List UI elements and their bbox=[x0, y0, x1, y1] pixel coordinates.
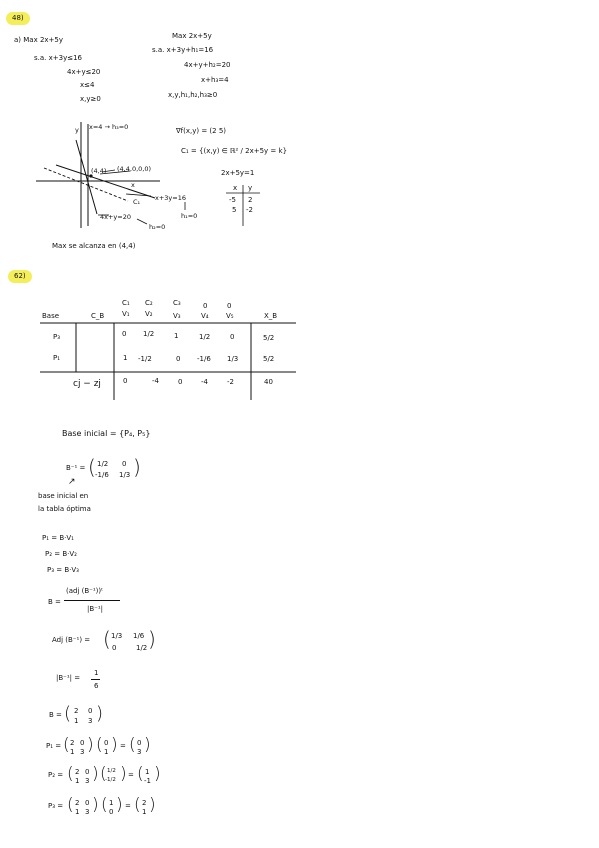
p3-b-paren-r: ) bbox=[92, 795, 99, 815]
graph-label-c1: C₁ bbox=[133, 198, 141, 206]
graph-label-line1: x+3y=16 bbox=[155, 194, 186, 202]
p3-b11: 2 bbox=[75, 799, 80, 807]
p2-r-paren-l: ( bbox=[137, 764, 144, 784]
p1-b-paren-r: ) bbox=[87, 735, 94, 755]
r1-v5: 0 bbox=[230, 333, 235, 341]
b-formula-num: (adj (B⁻¹))ᵗ bbox=[66, 587, 104, 595]
cj-5: 0 bbox=[227, 302, 232, 310]
gradient: ∇f(x,y) = (2 5) bbox=[176, 127, 227, 135]
cz-v1: 0 bbox=[123, 377, 128, 385]
th-xb: X_B bbox=[264, 312, 278, 320]
b-formula-bar bbox=[64, 600, 120, 601]
r1-base: P₃ bbox=[53, 333, 61, 341]
xy-header-y: y bbox=[248, 184, 253, 192]
p1-b11: 2 bbox=[70, 739, 75, 747]
r2-v3: 0 bbox=[176, 355, 181, 363]
tag-48: 48) bbox=[6, 12, 30, 25]
cj-2: C₂ bbox=[145, 299, 153, 307]
p3-v-paren-l: ( bbox=[101, 795, 108, 815]
cz-v5: -2 bbox=[227, 378, 234, 386]
adj-a22: 1/2 bbox=[136, 644, 148, 652]
product-p2 bbox=[48, 766, 178, 786]
std-constraint-2: 4x+y+h₂=20 bbox=[184, 61, 231, 69]
p3-r-paren-l: ( bbox=[134, 795, 141, 815]
p2-v1: 1/2 bbox=[107, 768, 116, 774]
p2-r1: 1 bbox=[145, 768, 150, 776]
p2-v-paren-r: ) bbox=[120, 764, 127, 784]
p2-b21: 1 bbox=[75, 777, 80, 785]
objective-right: Max 2x+5y bbox=[172, 32, 212, 40]
binv-a22: 1/3 bbox=[119, 471, 131, 479]
b-paren-r: ) bbox=[96, 703, 104, 724]
adj-label: Adj (B⁻¹) = bbox=[52, 636, 91, 644]
p2-r-paren-r: ) bbox=[154, 764, 161, 784]
p2-v2: -1/2 bbox=[105, 777, 116, 783]
p1-eq: = bbox=[120, 742, 126, 750]
p2-b-paren-l: ( bbox=[67, 764, 74, 784]
eq-p3: P₃ = B·V₃ bbox=[47, 566, 79, 574]
th-v4: V₄ bbox=[201, 312, 209, 320]
p1-b12: 0 bbox=[80, 739, 85, 747]
binv-a21: -1/6 bbox=[95, 471, 109, 479]
det-den: 6 bbox=[94, 682, 99, 690]
adj-paren-l: ( bbox=[103, 627, 111, 651]
cz-v2: -4 bbox=[152, 377, 159, 385]
th-v1: V₁ bbox=[122, 310, 130, 318]
xy-cell-r1c1: -5 bbox=[229, 196, 236, 204]
b-a22: 3 bbox=[88, 717, 93, 725]
p1-b21: 1 bbox=[70, 748, 75, 756]
p1-b22: 3 bbox=[80, 748, 85, 756]
adj-a12: 1/6 bbox=[133, 632, 145, 640]
graph-label-line2: 4x+y=20 bbox=[100, 213, 131, 221]
p1-r2: 3 bbox=[137, 748, 142, 756]
binv-paren-r: ) bbox=[133, 455, 141, 479]
p3-v-paren-r: ) bbox=[116, 795, 123, 815]
p1-v-paren-l: ( bbox=[96, 735, 103, 755]
objective-left: a) Max 2x+5y bbox=[14, 36, 63, 44]
graph-label-vertex: (4,4,0,0,0) bbox=[117, 165, 152, 173]
product-p3 bbox=[48, 797, 178, 817]
level-curve-eq: 2x+5y=1 bbox=[221, 169, 255, 177]
conclusion: Max se alcanza en (4,4) bbox=[52, 242, 136, 250]
p2-r2: -1 bbox=[144, 777, 151, 785]
eq-p1: P₁ = B·V₁ bbox=[42, 534, 74, 542]
p1-v1: 0 bbox=[104, 739, 109, 747]
p3-b21: 1 bbox=[75, 808, 80, 816]
xy-cell-r2c2: -2 bbox=[246, 206, 253, 214]
th-v5: V₅ bbox=[226, 312, 234, 320]
p3-b22: 3 bbox=[85, 808, 90, 816]
graph-label-x: x bbox=[131, 181, 135, 189]
p1-r1: 0 bbox=[137, 739, 142, 747]
p1-lhs: P₁ = bbox=[46, 742, 62, 750]
eq-p2: P₂ = B·V₂ bbox=[45, 550, 77, 558]
p3-r2: 1 bbox=[142, 808, 147, 816]
b-formula-lhs: B = bbox=[48, 598, 61, 606]
xy-header-x: x bbox=[233, 184, 238, 192]
constraint-2: 4x+y≤20 bbox=[67, 68, 101, 76]
p2-b22: 3 bbox=[85, 777, 90, 785]
r1-v4: 1/2 bbox=[199, 333, 211, 341]
adj-paren-r: ) bbox=[148, 627, 156, 651]
graph-label-h2: h₂=0 bbox=[149, 223, 166, 231]
p3-b12: 0 bbox=[85, 799, 90, 807]
r2-v1: 1 bbox=[123, 354, 128, 362]
p3-eq: = bbox=[125, 802, 131, 810]
graph-label-y: y bbox=[75, 126, 79, 134]
r2-v4: -1/6 bbox=[197, 355, 211, 363]
p2-eq: = bbox=[128, 771, 134, 779]
cz-xb: 40 bbox=[264, 378, 273, 386]
p3-b-paren-l: ( bbox=[67, 795, 74, 815]
th-v2: V₂ bbox=[145, 310, 153, 318]
b-a21: 1 bbox=[74, 717, 79, 725]
p2-b11: 2 bbox=[75, 768, 80, 776]
std-constraint-1: s.a. x+3y+h₁=16 bbox=[152, 46, 214, 54]
p3-lhs: P₃ = bbox=[48, 802, 64, 810]
p2-b12: 0 bbox=[85, 768, 90, 776]
p1-v2: 1 bbox=[104, 748, 109, 756]
p1-v-paren-r: ) bbox=[111, 735, 118, 755]
base-inicial: Base inicial = {P₄, P₅} bbox=[62, 429, 151, 438]
b-a12: 0 bbox=[88, 707, 93, 715]
r2-xb: 5/2 bbox=[263, 355, 275, 363]
p1-r-paren-r: ) bbox=[144, 735, 151, 755]
p1-b-paren-l: ( bbox=[63, 735, 70, 755]
binv-a11: 1/2 bbox=[97, 460, 109, 468]
r1-v1: 0 bbox=[122, 330, 127, 338]
cj-4: 0 bbox=[203, 302, 208, 310]
tag-62: 62) bbox=[8, 270, 32, 283]
b-formula-den: |B⁻¹| bbox=[87, 605, 104, 613]
cz-v3: 0 bbox=[178, 378, 183, 386]
th-cb: C_B bbox=[91, 312, 105, 320]
r2-v2: -1/2 bbox=[138, 355, 152, 363]
constraint-1: s.a. x+3y≤16 bbox=[34, 54, 82, 62]
det-bar bbox=[91, 679, 100, 680]
r1-v3: 1 bbox=[174, 332, 179, 340]
graph-label-x4: x=4 → h₃=0 bbox=[89, 123, 129, 131]
b-paren-l: ( bbox=[64, 703, 72, 724]
cz-label: cj − zj bbox=[73, 379, 101, 389]
graph-label-h1: h₁=0 bbox=[181, 212, 198, 220]
graph-label-point: (4,4) bbox=[91, 167, 107, 175]
binv-label: B⁻¹ = bbox=[66, 464, 86, 472]
cj-3: C₃ bbox=[173, 299, 181, 307]
p2-b-paren-r: ) bbox=[92, 764, 99, 784]
r1-xb: 5/2 bbox=[263, 334, 275, 342]
b-a11: 2 bbox=[74, 707, 79, 715]
xy-cell-r1c2: 2 bbox=[248, 196, 253, 204]
note-line-2: la tabla óptima bbox=[38, 505, 91, 513]
product-p1 bbox=[46, 737, 176, 757]
th-base: Base bbox=[42, 312, 60, 320]
note-line-1: base inicial en bbox=[38, 492, 89, 500]
binv-a12: 0 bbox=[122, 460, 127, 468]
b-label: B = bbox=[49, 711, 62, 719]
r2-base: P₁ bbox=[53, 354, 61, 362]
xy-cell-r2c1: 5 bbox=[232, 206, 237, 214]
th-v3: V₃ bbox=[173, 312, 181, 320]
std-constraint-3: x+h₃=4 bbox=[201, 76, 229, 84]
std-constraint-4: x,y,h₁,h₂,h₃≥0 bbox=[168, 91, 218, 99]
p2-lhs: P₂ = bbox=[48, 771, 64, 779]
r2-v5: 1/3 bbox=[227, 355, 239, 363]
binv-paren-l: ( bbox=[88, 455, 96, 479]
p2-v-paren-l: ( bbox=[100, 764, 107, 784]
p3-r1: 2 bbox=[142, 799, 147, 807]
r1-v2: 1/2 bbox=[143, 330, 155, 338]
constraint-4: x,y≥0 bbox=[80, 95, 101, 103]
adj-a21: 0 bbox=[112, 644, 117, 652]
cj-1: C₁ bbox=[122, 299, 130, 307]
p3-r-paren-r: ) bbox=[149, 795, 156, 815]
level-curve-def: C₁ = {(x,y) ∈ ℝ² / 2x+5y = k} bbox=[181, 147, 288, 155]
constraint-3: x≤4 bbox=[80, 81, 95, 89]
p3-v1: 1 bbox=[109, 799, 114, 807]
arrow-up-icon: ↗ bbox=[68, 477, 76, 487]
p1-r-paren-l: ( bbox=[129, 735, 136, 755]
det-num: 1 bbox=[94, 669, 99, 677]
adj-a11: 1/3 bbox=[111, 632, 123, 640]
cz-v4: -4 bbox=[201, 378, 208, 386]
det-label: |B⁻¹| = bbox=[56, 674, 81, 682]
p3-v2: 0 bbox=[109, 808, 114, 816]
